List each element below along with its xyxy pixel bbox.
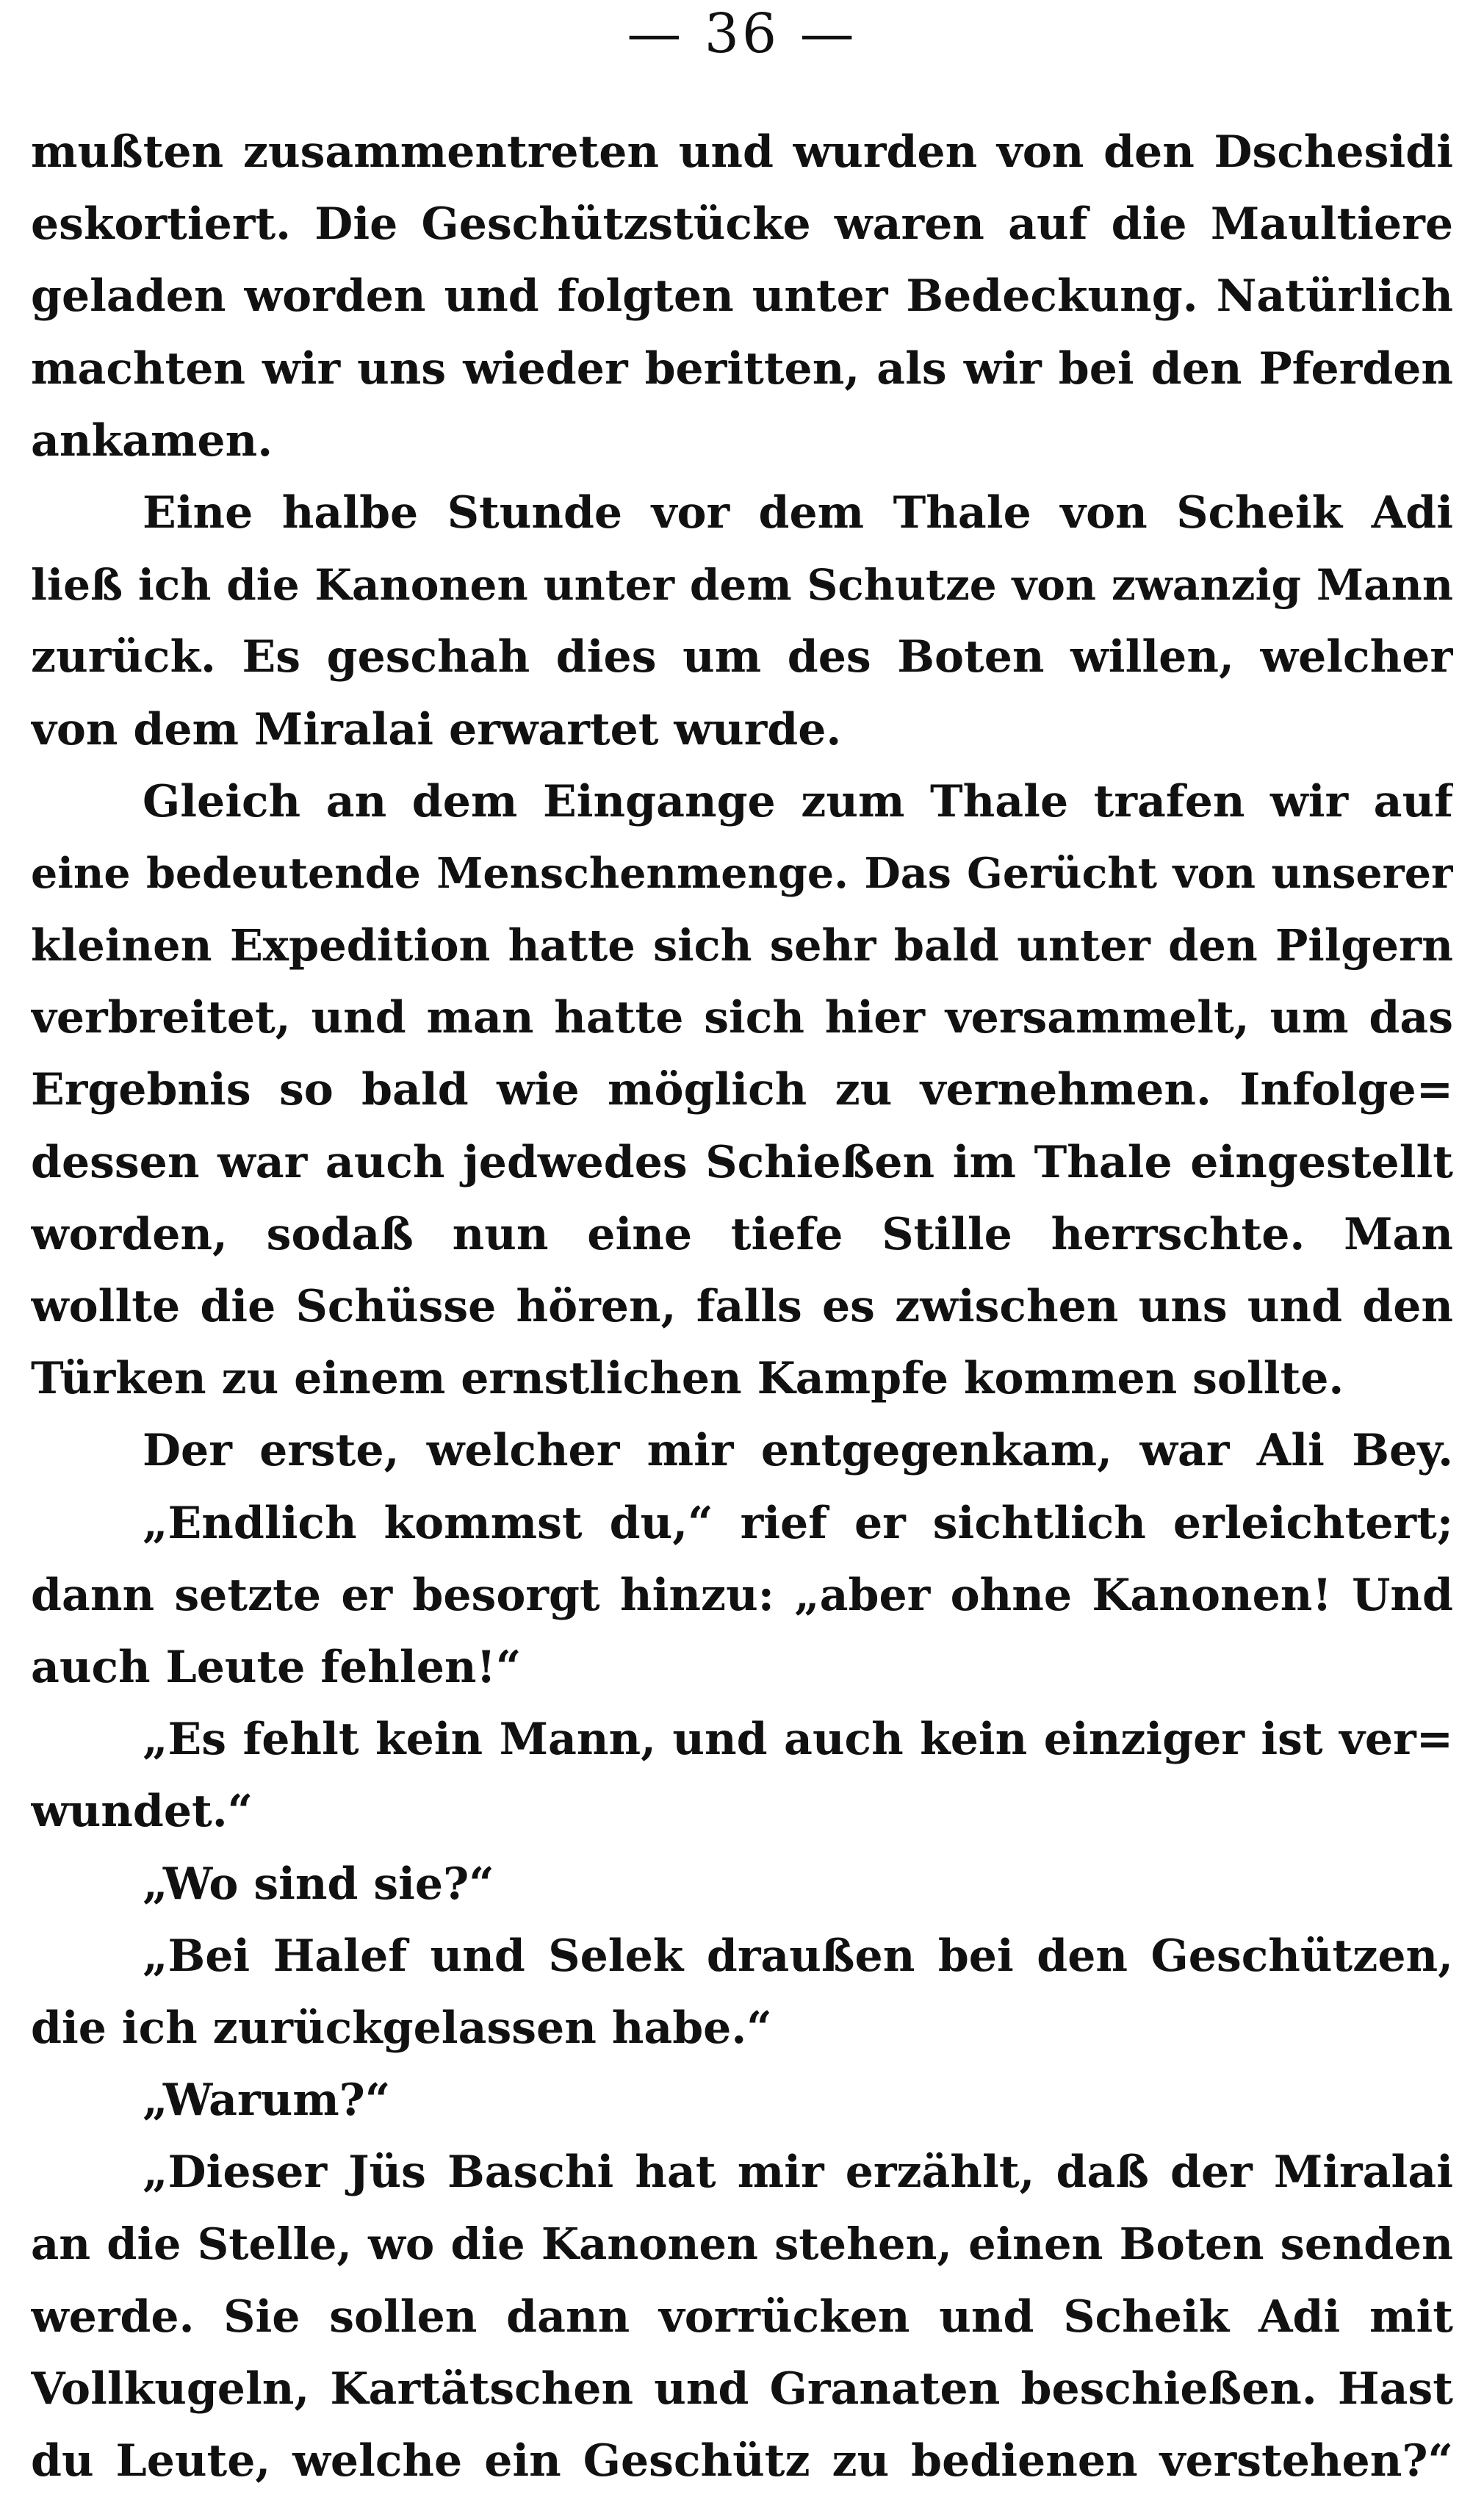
text-line: dessen war auch jedwedes Schießen im Thale eingestellt [31,1136,1453,1188]
text-line: geladen worden und folgten unter Bedeckung. Natürlich [31,270,1453,323]
text-line: „Wo sind sie?“ [143,1858,494,1910]
text-line: an die Stelle, wo die Kanonen stehen, einen Boten senden [31,2218,1453,2270]
text-line: „Bei Halef und Selek draußen bei den Geschützen, [143,1930,1453,1982]
text-line: mußten zusammentreten und wurden von den Dschesidi [31,126,1453,178]
page-number: — 36 — [627,2,857,65]
text-line: Türken zu einem ernstlichen Kampfe kommen sollte. [31,1353,1344,1405]
text-line: „Warum?“ [143,2074,391,2127]
text-line: eine bedeutende Menschenmenge. Das Gerücht von unserer [31,848,1453,898]
text-line: Eine halbe Stunde vor dem Thale von Scheik Adi [143,486,1453,539]
text-line: Gleich an dem Eingange zum Thale trafen wir auf [143,775,1453,827]
text-line: eskortiert. Die Geschützstücke waren auf die Maultiere [31,198,1453,251]
text-line: Ergebnis so bald wie möglich zu vernehmen. Infolge= [31,1064,1453,1116]
text-line: ankamen. [31,414,273,467]
text-line: zurück. Es geschah dies um des Boten willen, welcher [31,631,1453,683]
text-line: von dem Miralai erwartet wurde. [31,703,842,755]
text-line: werde. Sie sollen dann vorrücken und Scheik Adi mit [31,2291,1453,2343]
text-line: „Es fehlt kein Mann, und auch kein einziger ist ver= [143,1714,1453,1766]
text-line: „Dieser Jüs Baschi hat mir erzählt, daß der Miralai [143,2146,1453,2199]
text-line: „Endlich kommst du,“ rief er sichtlich erleichtert; [143,1497,1453,1549]
text-line: kleinen Expedition hatte sich sehr bald unter den Pilgern [31,920,1453,971]
text-line: ließ ich die Kanonen unter dem Schutze von zwanzig Mann [31,560,1453,611]
text-line: wundet.“ [31,1786,253,1838]
page-text [31,116,1453,2497]
text-line: Vollkugeln, Kartätschen und Granaten beschießen. Hast [31,2363,1453,2415]
text-line: die ich zurückgelassen habe.“ [31,2002,772,2054]
text-line: Der erste, welcher mir entgegenkam, war Ali Bey. [143,1425,1453,1477]
text-line: verbreitet, und man hatte sich hier versammelt, um das [31,992,1453,1044]
text-line: machten wir uns wieder beritten, als wir bei den Pferden [31,342,1453,395]
text-line: worden, sodaß nun eine tiefe Stille herrschte. Man [31,1208,1453,1260]
text-line: wollte die Schüsse hören, falls es zwischen uns und den [31,1281,1453,1332]
text-line: auch Leute fehlen!“ [31,1641,522,1693]
text-line: du Leute, welche ein Geschütz zu bedienen verstehen?“ [31,2435,1453,2487]
text-line: dann setzte er besorgt hinzu: „aber ohne Kanonen! Und [31,1569,1453,1621]
